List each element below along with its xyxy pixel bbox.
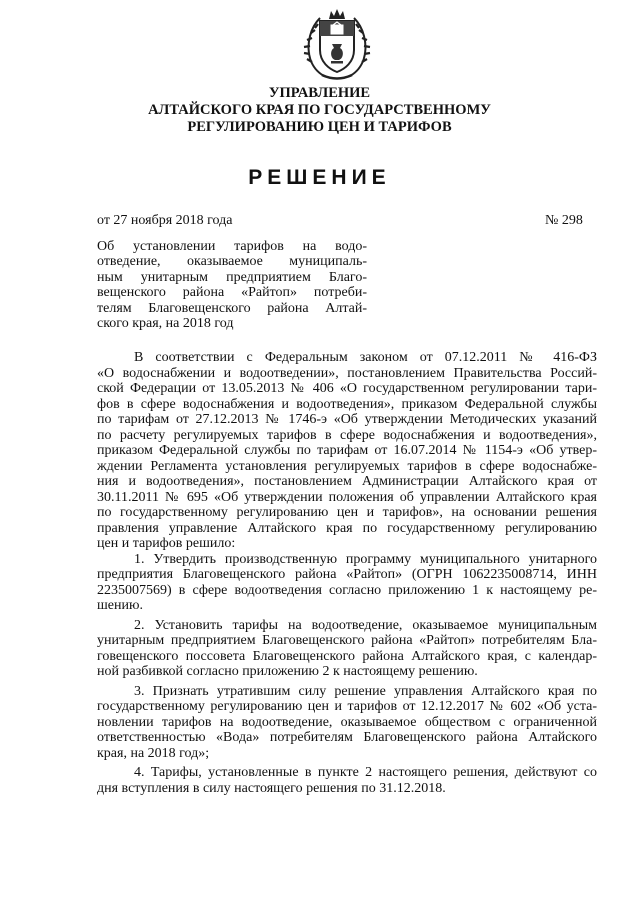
subject-line: Об установлении тарифов на водо- (97, 239, 367, 254)
item-2-line: 2. Установить тарифы на водоотведение, оказываемое муниципальным (134, 617, 597, 633)
coat-of-arms-icon (302, 6, 372, 82)
item-4-line: дня вступления в силу настоящего решения по 31.12.2018. (97, 780, 446, 796)
document-subject (97, 239, 367, 331)
preamble-line: ждении Регламента установления регулируемых тарифов в сфере водоснабже- (97, 458, 597, 474)
document-body (97, 350, 597, 796)
item-4-line: 4. Тарифы, установленные в пункте 2 настоящего решения, действуют со (134, 765, 597, 780)
agency-line: УПРАВЛЕНИЕ (268, 85, 371, 101)
item-1-line: шению. (97, 598, 143, 613)
preamble-line: ской Федерации от 13.05.2013 № 406 «О государственном регулировании тари- (97, 381, 597, 396)
item-3-line: ответственностью «Вода» потребителям Благовещенского района Алтайского (97, 730, 597, 745)
document-number: № 298 (545, 213, 583, 228)
preamble-line: правления управление Алтайского края по государственному регулированию (97, 520, 597, 536)
preamble-line: «О водоснабжении и водоотведении», постановлением Правительства Россий- (97, 365, 597, 381)
item-3-line: края, на 2018 год»; (97, 745, 210, 761)
preamble-line: приказом Федеральной службы по тарифам от 16.07.2014 № 1154-э «Об утвер- (97, 443, 597, 458)
subject-line: ского края, на 2018 год (97, 316, 234, 332)
item-2-line: унитарным предприятием Благовещенского района «Райтоп» потребителям Бла- (97, 633, 597, 648)
preamble-line: В соответствии с Федеральным законом от 07.12.2011 № 416-ФЗ (134, 350, 597, 365)
subject-line: телям Благовещенского района Алтай- (97, 300, 367, 316)
subject-line: отведение, оказываемое муниципаль- (97, 254, 367, 270)
item-3-line: 3. Признать утратившим силу решение управления Алтайского края по (134, 683, 597, 699)
preamble-line: ния и водоотведения», постановлением Администрации Алтайского края от (97, 474, 597, 489)
preamble-line: по государственному регулированию цен и тарифов», на основании решения (97, 505, 597, 520)
preamble-line: по расчету регулируемых тарифов в сфере водоснабжения и водоотведения», (97, 427, 597, 443)
agency-name (0, 85, 639, 136)
item-1-line: 2235007569) в сфере водоотведения согласно приложению 1 к настоящему ре- (97, 582, 597, 598)
subject-line: вещенского района «Райтоп» потреби- (97, 285, 367, 301)
item-2-line: ной разбивкой согласно приложению 2 к настоящему решению. (97, 664, 478, 679)
document-type-title: РЕШЕНИЕ (248, 166, 391, 189)
preamble-line: по тарифам от 27.12.2013 № 1746-э «Об утверждении Методических указаний (97, 412, 597, 427)
item-2-line: говещенского поссовета Благовещенского района Алтайского края, с календар- (97, 648, 597, 664)
item-1-line: предприятия Благовещенского района «Райтоп» (ОГРН 1062235008714, ИНН (97, 567, 597, 582)
document-date: от 27 ноября 2018 года (97, 213, 233, 228)
preamble-line: фов в сфере водоснабжения и водоотведения», приказом Федеральной службы (97, 396, 597, 412)
subject-line: ным унитарным предприятием Благо- (97, 269, 367, 285)
item-1-line: 1. Утвердить производственную программу муниципального унитарного (134, 551, 597, 567)
item-3-line: новлении тарифов на водоотведение, оказываемое обществом с ограниченной (97, 714, 597, 730)
agency-line: АЛТАЙСКОГО КРАЯ ПО ГОСУДАРСТВЕННОМУ (148, 102, 491, 118)
agency-line: РЕГУЛИРОВАНИЮ ЦЕН И ТАРИФОВ (187, 119, 452, 135)
preamble-line: цен и тарифов решило: (97, 536, 236, 551)
item-3-line: государственному регулированию цен и тарифов от 12.12.2017 № 602 «Об уста- (97, 699, 597, 714)
preamble-line: 30.11.2011 № 695 «Об утверждении положения об управлении Алтайского края (97, 489, 597, 505)
